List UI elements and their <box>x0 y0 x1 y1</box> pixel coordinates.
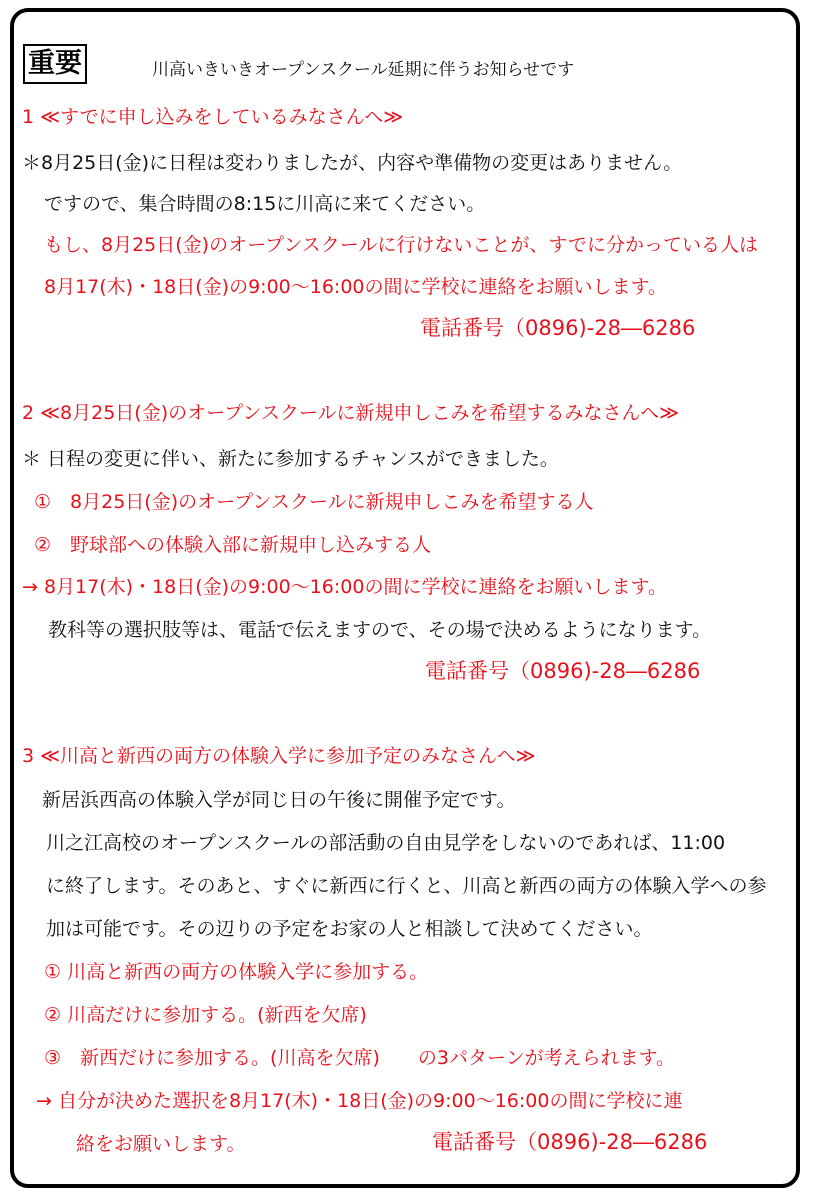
section2-line2: 教科等の選択肢等は、電話で伝えますので、その場で決めるようになります。 <box>48 619 712 641</box>
section3-item1: ① 川高と新西の両方の体験入学に参加する。 <box>44 961 429 983</box>
section3-line1: 新居浜西高の体験入学が同じ日の午後に開催予定です。 <box>42 789 516 811</box>
section3-item3: ③ 新西だけに参加する。(川高を欠席) の3パターンが考えられます。 <box>44 1047 676 1069</box>
section3-phone: 電話番号（0896)-28―6286 <box>432 1130 708 1154</box>
section1-line4: 8月17(木)・18日(金)の9:00～16:00の間に学校に連絡をお願いします。 <box>44 276 667 298</box>
section3-arrow-line: → 自分が決めた選択を8月17(木)・18日(金)の9:00～16:00の間に学校に連 <box>36 1090 683 1112</box>
section2-item2: ② 野球部への体験入部に新規申し込みする人 <box>34 534 432 556</box>
section1-phone: 電話番号（0896)-28―6286 <box>420 316 696 340</box>
notice-title: 川高いきいきオープンスクール延期に伴うお知らせです <box>152 60 575 80</box>
section3-line4: 加は可能です。その辺りの予定をお家の人と相談して決めてください。 <box>46 918 653 940</box>
section3-arrow-line2: 絡をお願いします。 <box>76 1133 246 1155</box>
section1-line2: ですので、集合時間の8:15に川高に来てください。 <box>44 193 486 215</box>
section1-line3: もし、8月25日(金)のオープンスクールに行けないことが、すでに分かっている人は <box>44 234 759 256</box>
section1-line1: ＊8月25日(金)に日程は変わりましたが、内容や準備物の変更はありません。 <box>22 152 683 174</box>
section3-line3: に終了します。そのあと、すぐに新西に行くと、川高と新西の両方の体験入学への参 <box>46 875 767 897</box>
section2-item1: ① 8月25日(金)のオープンスクールに新規申しこみを希望する人 <box>34 491 594 513</box>
important-badge: 重要 <box>23 44 87 84</box>
section3-heading: 3 ≪川高と新西の両方の体験入学に参加予定のみなさんへ≫ <box>22 745 536 767</box>
section2-line1: ＊ 日程の変更に伴い、新たに参加するチャンスができました。 <box>22 448 559 470</box>
section3-item2: ② 川高だけに参加する。(新西を欠席) <box>44 1004 367 1026</box>
section2-phone: 電話番号（0896)-28―6286 <box>425 659 701 683</box>
section3-line2: 川之江高校のオープンスクールの部活動の自由見学をしないのであれば、11:00 <box>46 832 726 854</box>
section1-heading: 1 ≪すでに申し込みをしているみなさんへ≫ <box>22 106 404 128</box>
section2-arrow-line: → 8月17(木)・18日(金)の9:00～16:00の間に学校に連絡をお願いします。 <box>22 576 667 598</box>
section2-heading: 2 ≪8月25日(金)のオープンスクールに新規申しこみを希望するみなさんへ≫ <box>22 402 679 424</box>
